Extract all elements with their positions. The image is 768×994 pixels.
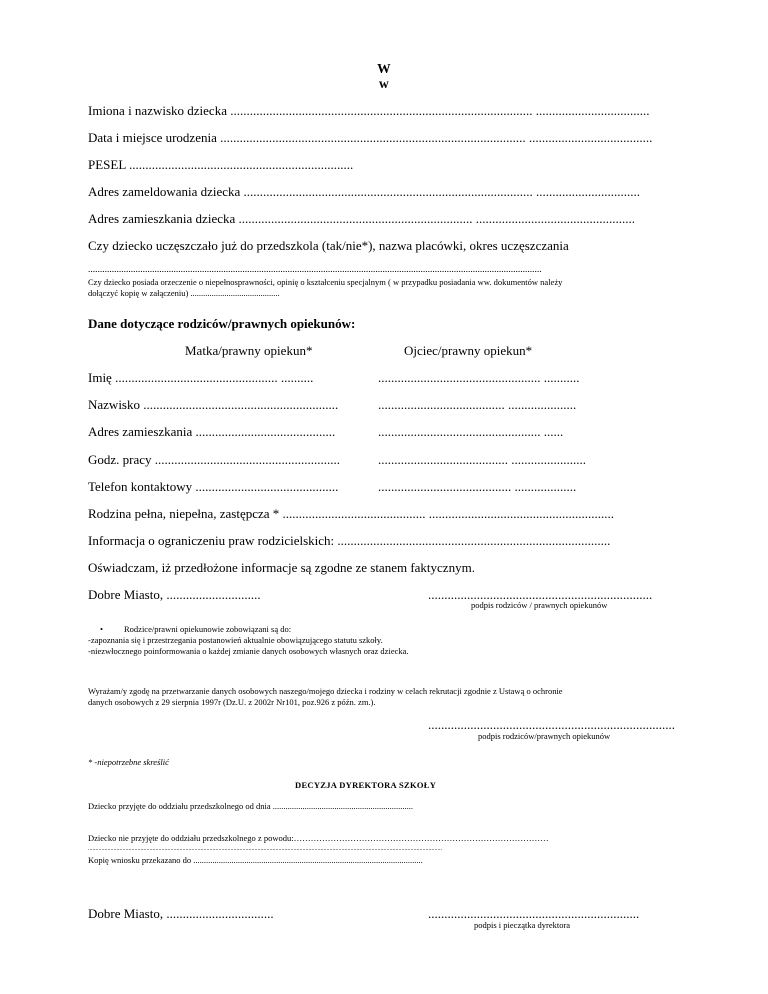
custody-limit-field: Informacja o ograniczeniu praw rodzicielskich: .................................................................................... (88, 533, 611, 548)
signature2-line: ............................................................................ (428, 717, 675, 732)
work-hours-mother-field: Godz. pracy ......................................................... (88, 452, 341, 467)
decision-accepted-field: Dziecko przyjęte do oddziału przedszkolnego od dnia .................................................................. (88, 801, 414, 811)
disability-note-line1: Czy dziecko posiada orzeczenie o niepełnosprawności, opinię o kształceniu specjalnym ( w przypadku posiadania ww. dokumentów należy (88, 277, 563, 287)
registered-address-field: Adres zameldowania dziecka ......................................................................................... ................................ (88, 184, 641, 199)
surname-mother-field: Nazwisko ............................................................ (88, 397, 339, 412)
disability-note-line2: dołączyć kopię w załączeniu) .......................................... (88, 288, 280, 298)
residence-address-field: Adres zamieszkania dziecka ........................................................................ ................................................. (88, 211, 636, 226)
child-birth-field: Data i miejsce urodzenia .............................................................................................. ...................................... (88, 130, 653, 145)
decision-heading: DECYZJA DYREKTORA SZKOŁY (295, 780, 437, 790)
phone-father-field: ......................................... ................... (378, 479, 577, 494)
surname-father-field: ....................................... ..................... (378, 397, 577, 412)
child-name-field: Imiona i nazwisko dziecka ............................................................................................. ................................... (88, 103, 650, 118)
first-name-mother-field: Imię .................................................. .......... (88, 370, 314, 385)
family-type-field: Rodzina pełna, niepełna, zastępcza * ............................................ ......................................................... (88, 506, 615, 521)
address-father-field: .................................................. ...... (378, 424, 564, 439)
signature1-caption: podpis rodziców / prawnych opiekunów (471, 600, 608, 610)
parents-section-heading: Dane dotyczące rodziców/prawnych opiekunów: (88, 316, 356, 331)
obligation-statute: -zapoznania się i przestrzegania postanowień aktualnie obowiązującego statutu szkoły. (88, 635, 383, 645)
signature2-caption: podpis rodziców/prawnych opiekunów (478, 731, 611, 741)
form-title-line2: w (379, 76, 389, 91)
footnote: * -niepotrzebne skreślić (88, 757, 169, 767)
phone-mother-field: Telefon kontaktowy ............................................ (88, 479, 339, 494)
signature3-line: ................................................................. (428, 906, 640, 921)
mother-column-header: Matka/prawny opiekun* (185, 343, 313, 358)
decision-rejected-dots: ............................................................................................................................................................................................................................................ (88, 846, 442, 852)
obligation-notify: -niezwłocznego poinformowania o każdej zmianie danych osobowych własnych oraz dziecka. (88, 646, 409, 656)
signature1-place: Dobre Miasto, ............................. (88, 587, 261, 602)
signature1-line: ..................................................................... (428, 587, 653, 602)
father-column-header: Ojciec/prawny opiekun* (404, 343, 533, 358)
pesel-field: PESEL ..................................................................... (88, 157, 354, 172)
preschool-answer-dots: ............................................................................................................................................................................................... (88, 265, 542, 275)
decision-rejected-field: Dziecko nie przyjęte do oddziału przedszkolnego z powodu:……………………………………………………………………………… (88, 833, 549, 843)
form-title-line1: W (377, 61, 391, 76)
bullet-icon: • (100, 624, 103, 634)
first-name-father-field: .................................................. ........... (378, 370, 580, 385)
signature3-place: Dobre Miasto, ................................. (88, 906, 274, 921)
preschool-question: Czy dziecko uczęszczało już do przedszkola (tak/nie*), nazwa placówki, okres uczęszczania (88, 238, 569, 253)
consent-line1: Wyrażam/y zgodę na przetwarzanie danych osobowych naszego/mojego dziecka i rodziny w celach rekrutacji zgodnie z Ustawą o ochronie (88, 686, 563, 696)
declaration-text: Oświadczam, iż przedłożone informacje są zgodne ze stanem faktycznym. (88, 560, 475, 575)
obligations-heading: Rodzice/prawni opiekunowie zobowiązani są do: (124, 624, 292, 634)
consent-line2: danych osobowych z 29 sierpnia 1997r (Dz.U. z 2002r Nr101, poz.926 z późn. zm.). (88, 697, 376, 707)
signature3-caption: podpis i pieczątka dyrektora (474, 920, 571, 930)
work-hours-father-field: ........................................ ....................... (378, 452, 586, 467)
decision-copy-field: Kopię wniosku przekazano do ............................................................................................................ (88, 855, 423, 865)
address-mother-field: Adres zamieszkania ........................................... (88, 424, 336, 439)
